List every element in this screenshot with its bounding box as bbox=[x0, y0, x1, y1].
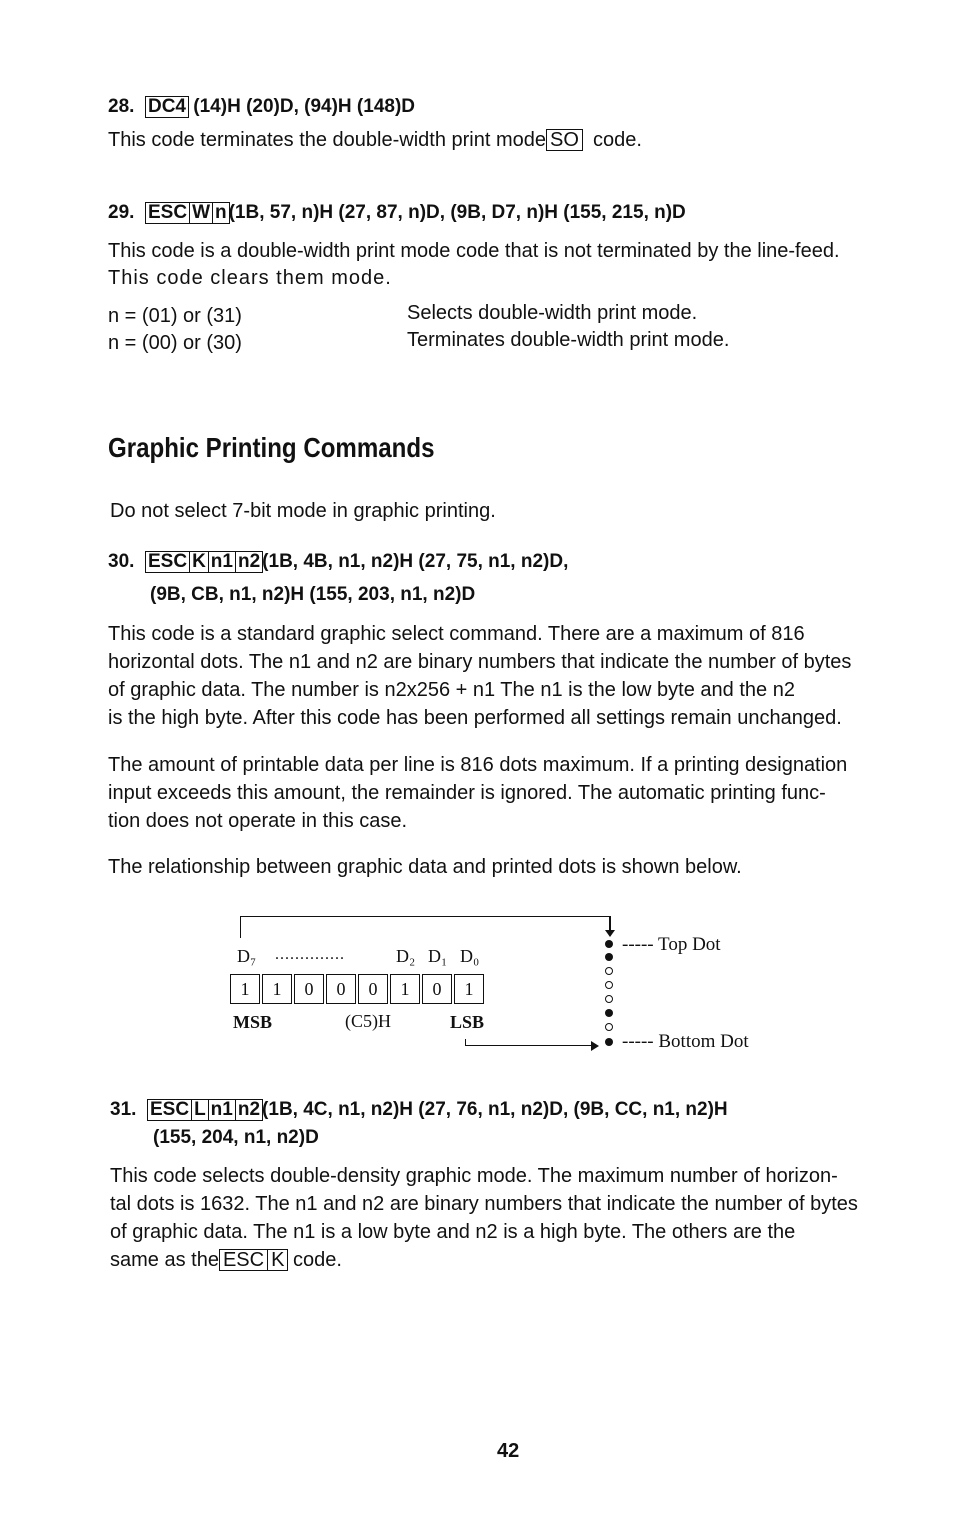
arrow-right-icon bbox=[591, 1041, 599, 1051]
key-k: K bbox=[189, 551, 209, 573]
arrow-down-icon bbox=[605, 930, 615, 937]
para-line: This code is a standard graphic select command. There are a maximum of 816 bbox=[108, 623, 805, 645]
key-n1: n1 bbox=[208, 551, 236, 573]
item-29-header bbox=[108, 202, 686, 224]
item-number: 29. bbox=[108, 202, 135, 223]
item-number: 30. bbox=[108, 551, 135, 572]
item-number: 28. bbox=[108, 96, 135, 117]
label-d7: D₇ bbox=[237, 946, 257, 966]
para-line: horizontal dots. The n1 and n2 are binary numbers that indicate the number of bytes bbox=[108, 651, 852, 673]
para-line: tion does not operate in this case. bbox=[108, 810, 408, 832]
key-k-inline: K bbox=[267, 1249, 288, 1271]
para-text: same as the bbox=[110, 1249, 219, 1271]
item-codes-line1: (1B, 4B, n1, n2)H (27, 75, n1, n2)D, bbox=[262, 551, 569, 572]
diagram-left-tick bbox=[240, 916, 241, 938]
para-line: tal dots is 1632. The n1 and n2 are binary numbers that indicate the number of bytes bbox=[110, 1193, 858, 1215]
para-line: of graphic data. The number is n2x256 + n1 The n1 is the low byte and the n2 bbox=[108, 679, 795, 701]
item-31-codes-line2: (155, 204, n1, n2)D bbox=[153, 1127, 319, 1148]
empty-dot bbox=[605, 967, 613, 975]
item-30-header bbox=[108, 551, 568, 573]
key-esc: ESC bbox=[145, 202, 190, 224]
bit-cell: 1 bbox=[454, 974, 484, 1004]
bit-cell: 1 bbox=[230, 974, 260, 1004]
item-number: 31. bbox=[110, 1099, 137, 1120]
item-30-para2 bbox=[108, 751, 847, 835]
printed-dot bbox=[605, 1009, 613, 1017]
label-hex: (C5)H bbox=[345, 1011, 391, 1031]
section-title: Graphic Printing Commands bbox=[108, 432, 435, 463]
desc-text-end: code. bbox=[593, 129, 642, 151]
item-30-codes-line2: (9B, CB, n1, n2)H (155, 203, n1, n2)D bbox=[150, 584, 476, 605]
item-28-header bbox=[108, 96, 415, 118]
label-d0: D₀ bbox=[460, 946, 480, 966]
label-msb: MSB bbox=[233, 1012, 273, 1032]
key-n1: n1 bbox=[208, 1099, 236, 1121]
para-line: input exceeds this amount, the remainder is ignored. The automatic printing func- bbox=[108, 782, 826, 804]
label-d1: D₁ bbox=[428, 946, 448, 966]
page-number: 42 bbox=[497, 1440, 520, 1462]
para-last-line bbox=[110, 1246, 858, 1274]
top-dot-label: ----- Top Dot bbox=[622, 934, 721, 955]
label-lsb: LSB bbox=[450, 1012, 485, 1032]
printed-dot bbox=[605, 940, 613, 948]
key-esc: ESC bbox=[147, 1099, 192, 1121]
item-31-header bbox=[110, 1099, 728, 1121]
item-30-para3: The relationship between graphic data and printed dots is shown below. bbox=[108, 856, 742, 878]
bit-cell: 0 bbox=[422, 974, 452, 1004]
bit-cell: 0 bbox=[358, 974, 388, 1004]
para-line: This code selects double-density graphic mode. The maximum number of horizon- bbox=[110, 1165, 838, 1187]
printed-dot bbox=[605, 953, 613, 961]
key-n2: n2 bbox=[235, 551, 263, 573]
option-value-1: n = (01) or (31) bbox=[108, 305, 242, 327]
item-29-desc-line1: This code is a double-width print mode code that is not terminated by the line-feed. bbox=[108, 240, 840, 262]
para-text-end: code. bbox=[292, 1249, 342, 1271]
bit-cell: 1 bbox=[262, 974, 292, 1004]
bit-cell: 1 bbox=[390, 974, 420, 1004]
key-n: n bbox=[212, 202, 230, 224]
diagram-top-line bbox=[240, 916, 610, 917]
empty-dot bbox=[605, 995, 613, 1003]
key-n2: n2 bbox=[235, 1099, 263, 1121]
key-l: L bbox=[191, 1099, 209, 1121]
key-w: W bbox=[189, 202, 213, 224]
bit-row bbox=[230, 974, 490, 1004]
item-29-desc-line2: This code clears them mode. bbox=[108, 267, 392, 289]
dot-column bbox=[605, 940, 615, 1050]
item-codes-line1: (1B, 4C, n1, n2)H (27, 76, n1, n2)D, (9B, CC, n1, n2)H bbox=[262, 1099, 728, 1120]
empty-dot bbox=[605, 1023, 613, 1031]
diagram-bottom-line bbox=[465, 1045, 595, 1046]
bottom-dot-label: ----- Bottom Dot bbox=[622, 1031, 749, 1052]
bit-cell: 0 bbox=[326, 974, 356, 1004]
key-dc4: DC4 bbox=[145, 96, 189, 118]
dots-leader: .............. bbox=[275, 946, 345, 963]
item-31-para bbox=[110, 1162, 858, 1274]
key-so: SO bbox=[546, 129, 583, 151]
para-line: The amount of printable data per line is 816 dots maximum. If a printing designation bbox=[108, 754, 848, 776]
option-meaning-2: Terminates double-width print mode. bbox=[407, 329, 730, 351]
item-codes: (14)H (20)D, (94)H (148)D bbox=[193, 96, 416, 117]
item-28-description bbox=[108, 126, 642, 154]
para-line: is the high byte. After this code has been performed all settings remain unchanged. bbox=[108, 707, 842, 729]
option-value-2: n = (00) or (30) bbox=[108, 332, 242, 354]
desc-text: This code terminates the double-width print mode bbox=[108, 129, 547, 151]
key-esc-inline: ESC bbox=[219, 1249, 268, 1271]
label-d2: D₂ bbox=[396, 946, 416, 966]
item-30-para1 bbox=[108, 620, 851, 732]
empty-dot bbox=[605, 981, 613, 989]
section-note: Do not select 7-bit mode in graphic printing. bbox=[110, 500, 496, 522]
bit-cell: 0 bbox=[294, 974, 324, 1004]
option-meaning-1: Selects double-width print mode. bbox=[407, 302, 698, 324]
item-codes: (1B, 57, n)H (27, 87, n)D, (9B, D7, n)H (155, 215, n)D bbox=[228, 202, 686, 223]
key-esc: ESC bbox=[145, 551, 190, 573]
printed-dot bbox=[605, 1038, 613, 1046]
bit-dot-diagram bbox=[225, 912, 805, 1062]
para-line: of graphic data. The n1 is a low byte and n2 is a high byte. The others are the bbox=[110, 1221, 796, 1243]
